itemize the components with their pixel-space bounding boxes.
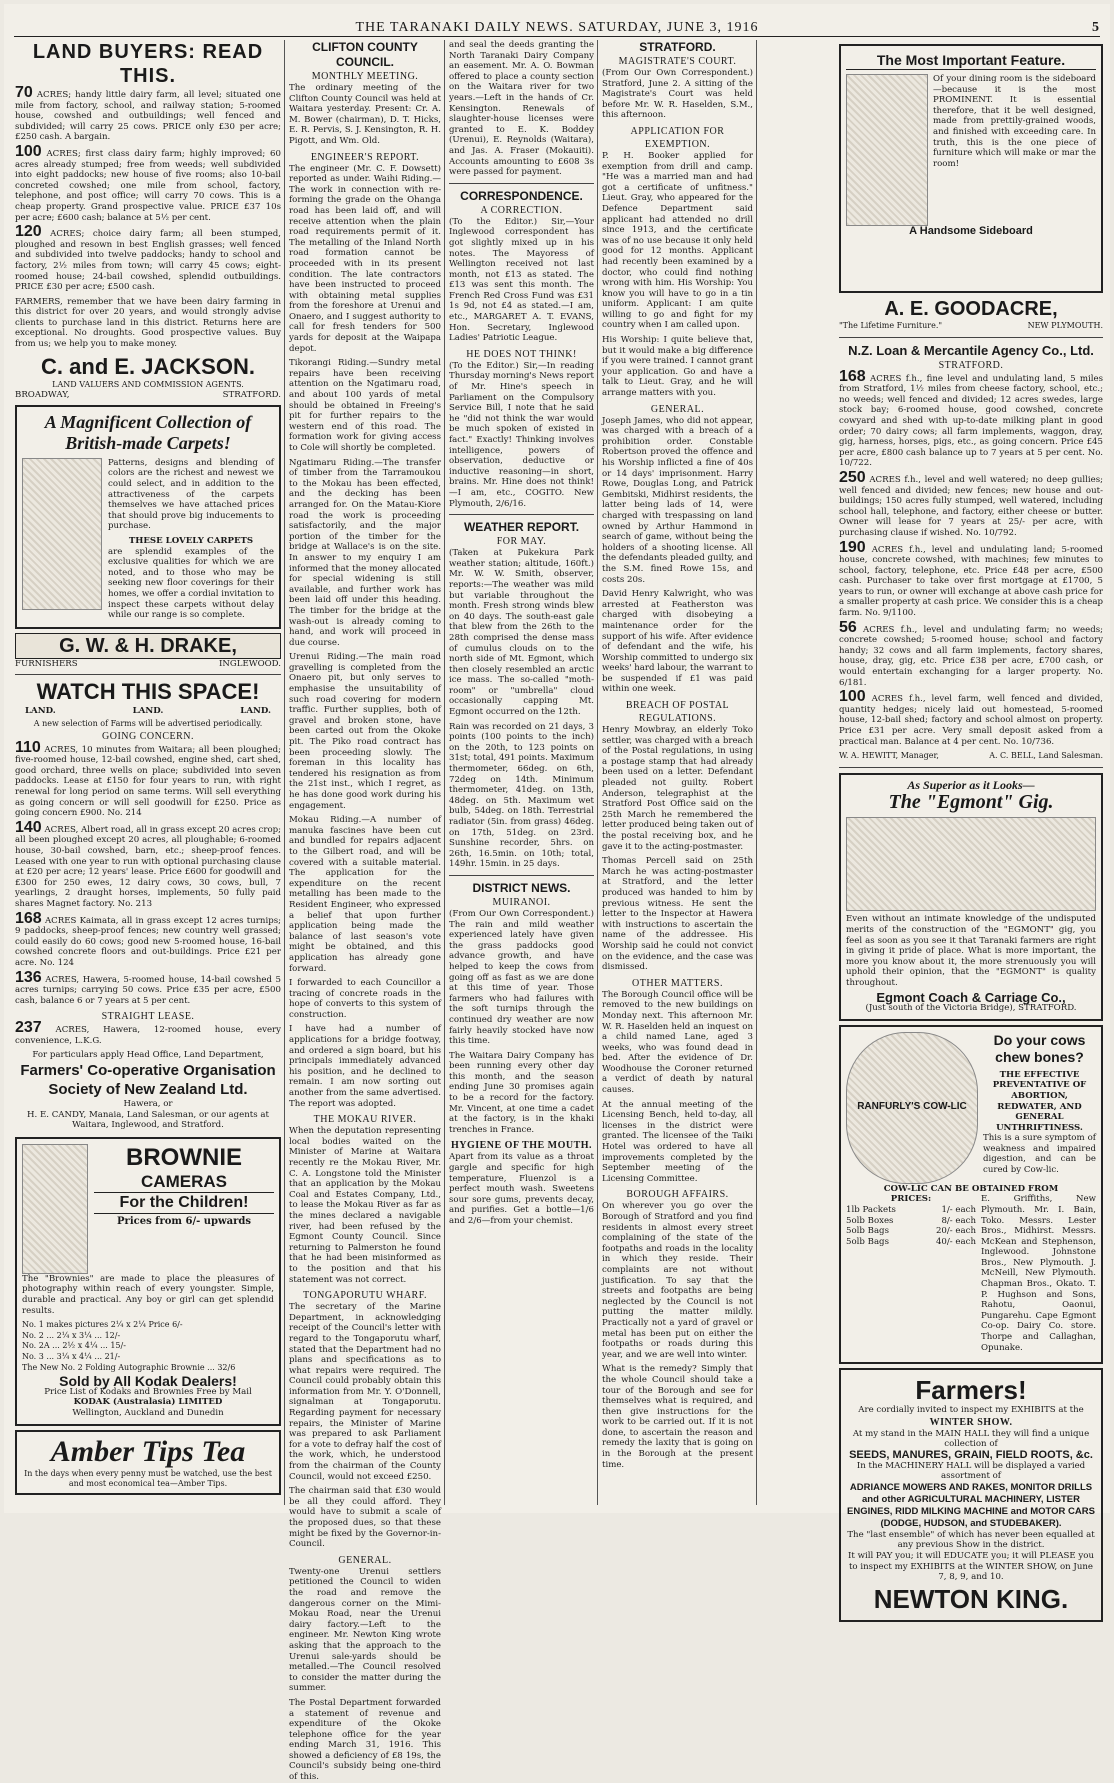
article-paragraph: Tikorangi Riding.—Sundry metal repairs have been receiving attention on the Ngatimaru road, and about 100 yards of metal should be obtained in Freeing's pit for further repairs to the western end of this road. The formation work for giving access to Cole will shortly be completed. — [289, 358, 441, 453]
brownie-ad — [15, 1137, 281, 1426]
price-row: 5olb Bags 40/- each — [846, 1236, 976, 1247]
land-lot: 250 ACRES f.h., level and well watered; no deep gullies; well fenced and divided; new fences; new house and out-buildings; 150 acres fully stumped, well watered, including school hall, telephone, and factory, either cheese or butter. Owner will lease for 7 years at 25/- per acre, with purchasing clause if wished. No. 10/792. — [839, 468, 1104, 538]
farmers-body: Are cordially invited to inspect my EXHIBITS at the — [858, 1405, 1084, 1416]
egmont-pre: As Superior as it Looks— — [907, 777, 1035, 792]
land-lot: 100 ACRES f.h., level farm, well fenced and divided, quantity hedges; nicely laid out homestead, 5-roomed house, 12-bail shed; factory and school almost on property. Price £31 per acre. Very small deposit asked from a practical man. Balance at 4 per cent. No. 10/736. — [839, 688, 1103, 747]
article-paragraph: When the deputation representing local bodies waited on the Minister of Marine at Waitara recently re the Mokau River, Mr. C. A. Longstone told the Minister that an application by the Mokau Coal and Estates Company, Ltd., to lease the Mokau River as far as the mines declared a navigable river, had been refused by the Egmont County Council. Since returning to Palmerston he found that he had been misinformed as to the position and that his statement was not correct. — [289, 1126, 441, 1285]
article-paragraph: At the annual meeting of the Licensing Bench, held to-day, all licenses in the district were granted. The licensee of the Taiki Hotel was ordered to have all improvements completed by the September meeting of the Licensing Committee. — [602, 1099, 753, 1184]
masthead — [14, 12, 1100, 37]
pay: It will PAY you; it will EDUCATE you; it will PLEASE you to inspect my EXHIBITS at the WINTER SHOW, on June 7, 8, 9, and 10. — [848, 1550, 1094, 1583]
correction-heading: A CORRECTION. — [480, 204, 563, 216]
land-lot: 140 ACRES, Albert road, all in grass except 20 acres crop; all been ploughed except 20 acres, all ploughable; 6-roomed house, 30-bail cowshed, barn, etc.; sheep-proof fences. Leased with one year to run with optional purchasing clause at £20 per acre; 12 years' lease. Price £600 for goodwill and £300 for 250 ewes, 12 dairy cows, 30 cows, bull, 7 yearlings, 2 draught horses, implements, 50 fully paid shares Magnet factory. No. 213 — [15, 818, 282, 909]
he-does-not-think: HE DOES NOT THINK! — [466, 348, 577, 360]
straight-lease: STRAIGHT LEASE. — [101, 1011, 195, 1023]
cowlic-sellers: E. Griffiths, New Plymouth. Mr. I. Bain, Toko. Messrs. Lester Bros., Midhirst. Messrs. McKean and Stephenson, Inglewood. Johnstone Bros., New Plymouth. J. McNeill, New Plymouth. Chapman Bros., Okato. T. P. Hughson and Sons, Rahotu, Oaonui, Pungarehu. Cape Egmont Co-op. Dairy Co. store. Thorpe and Callaghan, Opunake. — [981, 1194, 1096, 1353]
article-paragraph: (From Our Own Correspondent.) Stratford, June 2. A sitting of the Magistrate's Court was held before Mr. W. R. Haselden, S.M., this afternoon. — [602, 68, 753, 121]
nzloan-title: N.Z. Loan & Mercantile Agency Co., Ltd. — [848, 342, 1094, 358]
article-paragraph: (Taken at Pukekura Park weather station; altitude, 160ft.) Mr. W. W. Smith, observer, reports:—The weather was mild but variable throughout the month. Fresh strong winds blew on 40 days. The south-east gale that blew from the 26th to the 28th comprised the dense mass of cumulus clouds on to the north side of Mt. Egmont, which then closely resembled an arctic ice mass. The so-called "moth-room" or "umbrella" cloud occasionally capping Mt. Egmont occurred on the 12th. — [449, 548, 594, 718]
article-paragraph: Apart from its value as a throat gargle and specific for high temperature, Fluenzol is a perfect mouth wash. Sweetens sour sore gums, prevents decay, and purifies. Get a bottle—1/6 and 2/6—from your chemist. — [449, 1152, 594, 1226]
cowlic-logo: RANFURLY'S COW-LIC — [846, 1032, 978, 1184]
article-paragraph: Twenty-one Urenui settlers petitioned the Council to widen the road and remove the dangerous corner on the Mimi-Mokau Road, near the Urenui dairy factory.—Left to the engineer. Mr. Newton King wrote asking that the approach to the Urenui sale-yards should be metalled.—The Council resolved to consider the matter during the summer. — [289, 1566, 441, 1694]
jackson-address: BROADWAY, STRATFORD. — [15, 390, 281, 401]
amber-title: Amber Tips Tea — [50, 1434, 246, 1468]
tongaporutu: TONGAPORUTU WHARF. — [303, 1290, 427, 1302]
postal-breach: BREACH OF POSTAL REGULATIONS. — [625, 700, 730, 725]
nzloan-town: STRATFORD. — [938, 359, 1004, 371]
kodak: KODAK (Australasia) LIMITED — [73, 1397, 223, 1408]
application-exemption: APPLICATION FOR EXEMPTION. — [630, 125, 725, 150]
land-lot: 168 ACRES Kaimata, all in grass except 12 acres turnips; 9 paddocks, sheep-proof fences; new country well grassed; could easily do 60 cows; good new 5-roomed house, 16-bail cowshed concrete floors and out-buildings. Price £21 per acre. No. 124 — [15, 909, 281, 968]
goodacre-firm: A. E. GOODACRE, — [884, 298, 1058, 320]
column-clifton — [286, 40, 444, 1783]
farmers-note: FARMERS, remember that we have been dairy farming in this district for over 20 years, and would strongly advise clients to purchase land in this district. Returns here are exceptional. No droughts. Good prospective values. Buy from us; we help you to make money. — [15, 296, 281, 350]
article-paragraph: Mokau Riding.—A number of manuka fascines have been cut and bundled for repairs adjacent to the Gilbert road, and will be covered with a suitable material. The application for the expenditure on the recent metalling has been made to the Resident Engineer, who expressed a belief that upon further application being made the balance of last season's vote might be obtained, and this application has already gone forward. — [289, 815, 441, 974]
land-lot: 56 ACRES f.h., level and undulating farm; no weeds; concrete cowshed; 5-roomed house; school and factory handy; 32 cows and all farm implements, factory shares, house, dray, gig, etc. Price £38 per acre, £700 cash, or would entertain exchanging for a larger property. No. 6/181. — [839, 618, 1103, 688]
price-row: 5olb Bags 20/- each — [846, 1226, 976, 1237]
land-lot: 120 ACRES; choice dairy farm; all been stumped, ploughed and resown in best English grasses; well fenced and subdivided into twelve paddocks; handy to school and factory, 2½ miles from town; will carry 45 cows; eight-roomed house; 24-bail cowshed, splendid outbuildings. PRICE £30 per acre; £500 cash. — [15, 223, 281, 293]
weather-heading: WEATHER REPORT. — [463, 520, 580, 535]
sideboard-illustration — [846, 74, 928, 226]
land-lot: 110 ACRES, 10 minutes from Waitara; all been ploughed; five-roomed house, 12-bail cowshed, engine shed, cart shed, good orchard, three wells on place; subdivided into seven paddocks. Lease at £150 for four years to run, with right renewal for long period on same terms. Will sell everything as going concern or will sell goodwill for £250. Price as going concern £900. No. 214 — [15, 738, 282, 819]
land-lot: 168 ACRES f.h., fine level and undulating land, 5 miles from Stratford, 1½ miles from cheese factory, school, etc.; no weeds; well fenced and divided; 12 acres swedes, large stock bay; 6-roomed house, good cowshed, concrete cowyard and shed with up-to-date milking plant in good order; 70 dairy cows; all farm implements, waggon, dray, gig, harness, horses, pigs, etc., as going concern. Price £45 per acre, £800 cash balance up to 7 years at 5 per cent. No. 10/722. — [839, 367, 1103, 469]
correspondence-heading: CORRESPONDENCE. — [460, 188, 583, 203]
column-correspondence — [446, 40, 597, 1507]
land-buyers-heading: LAND BUYERS: READ THIS. — [32, 41, 264, 87]
article-paragraph: (To the Editor.) Sir,—Your Inglewood correspondent has got slightly mixed up in his notes. The Mayoress of Wellington received not last month, not £13 as stated. The £13 was sent this month. The French Red Cross Fund was £31 1s 9d, not £4 as stated.—I am, etc., MARGARET A. T. EVANS, Hon. Secretary, Inglewood Ladies' Patriotic League. — [449, 216, 594, 344]
article-paragraph: I forwarded to each Councillor a tracing of concrete roads in the hope of converts to this system of construction. — [289, 978, 441, 1020]
egmont-addr: (Just south of the Victoria Bridge), STRATFORD. — [865, 1003, 1077, 1014]
drake-firm: G. W. & H. DRAKE, — [15, 633, 281, 659]
farmers-coop: Farmers' Co-operative Organisation Society of New Zealand Ltd. — [20, 1062, 276, 1099]
egmont-title: The "Egmont" Gig. — [888, 791, 1054, 814]
land-lot: 100 ACRES; first class dairy farm; highly improved; 60 acres already stumped; free from weeds; well subdivided into eight paddocks; new house of five rooms; also 10-bail concreted cowshed; one mile from school, factory, telephone, and post office; will carry 70 cows. This is a cheap property. Grand prospective value. PRICE £37 10s per acre; £600 cash; balance at 5½ per cent. — [15, 142, 281, 223]
boy-with-camera-illustration — [22, 1144, 88, 1274]
stratford-heading: STRATFORD. — [639, 40, 716, 54]
newton-king-ad — [839, 1368, 1103, 1622]
sideboard-title: A Handsome Sideboard — [909, 225, 1033, 237]
hygiene-heading: HYGIENE OF THE MOUTH. — [450, 1140, 593, 1152]
price-row: 1lb Packets 1/- each — [846, 1204, 976, 1215]
watch-heading: WATCH THIS SPACE! — [36, 679, 260, 705]
borough-affairs: BOROUGH AFFAIRS. — [626, 1189, 729, 1201]
brownie-body: The "Brownies" are made to place the pleasures of photography within reach of every youngster. Simple, durable and practical. Any boy or girl can get splendid results. — [22, 1273, 274, 1316]
jackson-sub: LAND VALUERS AND COMMISSION AGENTS. — [52, 379, 244, 389]
for-may: FOR MAY. — [496, 536, 547, 548]
page-number: 5 — [1092, 20, 1100, 35]
carpet-title: A Magnificent Collection of British-made Carpets! — [44, 411, 252, 453]
article-paragraph: What is the remedy? Simply that the whole Council should take a tour of the Borough and see for themselves what is required, and then give instructions for the work to be carried out. If it is not done, to ascertain the reason and remedy the laxity that is going on in the Borough at the present time. — [602, 1364, 753, 1470]
machinery: In the MACHINERY HALL will be displayed a varied assortment of — [856, 1460, 1086, 1482]
gig-illustration — [846, 817, 1096, 911]
price-row: 5olb Boxes 8/- each — [846, 1215, 976, 1226]
article-paragraph: On wherever you go over the Borough of Stratford and you find residents in almost every street complaining of the state of the footpaths and roads in the locality in which they reside. Their complaints are not without justification. To say that the streets and footpaths are being neglected by the Council is not putting the matter mildly. Practically not a yard of gravel or metal has been put on either the footpaths or roads during this year, and we are well into winter. — [602, 1201, 753, 1360]
masthead-title: THE TARANAKI DAILY NEWS. SATURDAY, JUNE 3, 1916 — [355, 20, 759, 35]
land-row: LAND. LAND. LAND. — [25, 706, 271, 717]
egmont-ad — [839, 773, 1103, 1021]
goodacre-ad — [839, 44, 1103, 293]
article-paragraph: I have had a number of applications for a bridge footway, and ordered a sign board, but his principals immediately advanced his position, and he declined to remain. I am now sorting out another from the same advertised. The report was adopted. — [289, 1024, 441, 1109]
district-news-heading: DISTRICT NEWS. — [472, 880, 571, 895]
article-paragraph: The Borough Council office will be removed to the new buildings on Monday next. This afternoon Mr. W. R. Haselden held an inquest on a child named Lane, aged 3 weeks, who was found dead in bed. After the evidence of Dr. Woodhouse the Coroner returned a verdict of death by natural causes. — [602, 989, 753, 1096]
brownie-cameras: CAMERAS — [141, 1171, 227, 1191]
drake-address: FURNISHERS INGLEWOOD. — [15, 658, 281, 669]
carpet-ad — [15, 405, 281, 629]
brownie-sold: Sold by All Kodak Dealers! — [59, 1373, 237, 1390]
engineers-report: ENGINEER'S REPORT. — [310, 151, 420, 163]
article-paragraph: Rain was recorded on 21 days, 3 points (100 points to the inch) on the 20th, to 123 points on 31st; total, 491 points. Maximum thermometer, 66deg. on 6th, 72deg on 14th. Minimum thermometer, 41deg. on 13th, 48deg. on 5th. Maximum wet bulb, 54deg. on 18th. Terrestrial radiator (5in. from grass) 46deg. on 17th, 51deg. on 23rd. Sunshine recorder, 5hrs. on 26th, 16.5min. on 10th; total, 149hr. 15min. in 25 days. — [449, 721, 594, 870]
general-heading: GENERAL. — [650, 403, 705, 415]
article-paragraph: The Postal Department forwarded a statement of revenue and expenditure of the Okoke telephone office for the year ending March 31, 1916. This showed a deficiency of £8 19s, the Council's subsidy being one-third of this. — [289, 1697, 441, 1783]
general-heading: GENERAL. — [338, 1554, 392, 1566]
article-paragraph: The chairman said that £30 would be all they could afford. They would have to submit a scale of the proposed dues, so that these might be fixed by the Governor-in-Council. — [289, 1486, 441, 1550]
carpet-body-2: are splendid examples of the exclusive qualities for which we are noted, and to those who may be seeking new floor coverings for their homes, we offer a cordial invitation to inspect these carpets without delay while our range is so complete. — [108, 546, 274, 621]
latest: The "last ensemble" of which has never been equalled at any previous Show in the district. — [847, 1529, 1095, 1551]
hawera: Hawera, or — [123, 1099, 173, 1110]
article-paragraph: (To the Editor.) Sir,—In reading Thursday morning's News report of Mr. Hine's speech in Parliament on the Compulsory Service Bill, I note that he said he "did not think the war would be much spoken of existed in fact." Exactly! Thinking involves intelligence, powers of observation, deductive or inductive reasoning—in short, brains. Mr. Hine does not think!—I am, etc., COGITO. New Plymouth, 2/6/16. — [449, 360, 594, 509]
cowlic-obtain: COW-LIC CAN BE OBTAINED FROM — [883, 1183, 1059, 1194]
amber-tips-ad — [15, 1430, 281, 1495]
muiranoi: MUIRANOI. — [492, 896, 551, 908]
carpet-body: Patterns, designs and blending of colors are the richest and newest we could select, and in addition to the attractiveness of the carpets themselves we have attached prices that should prove big inducements to purchase. — [108, 457, 274, 532]
article-paragraph: and seal the deeds granting the North Taranaki Dairy Company an easement. Mr. A. O. Bowman offered to place a county section on the Waitara river for two years.—Left in the hands of Cr. Kensington. Renewals of slaughter-house licenses were granted to E. K. Boddey (Urenui), E. Reynolds (Waitara), and Jas. A. Fraser (Mokauiti). Accounts amounting to £608 3s were passed for payment. — [449, 40, 594, 178]
cowlic-body: THE EFFECTIVE PREVENTATIVE OF ABORTION, REDWATER, AND GENERAL UNTHRIFTINESS. — [992, 1069, 1087, 1133]
goodacre-address: "The Lifetime Furniture." NEW PLYMOUTH. — [839, 321, 1103, 330]
land-lot: 136 ACRES, Hawera, 5-roomed house, 14-bail cowshed 5 acres turnips; carrying 50 cows. Price £35 per acre, £500 cash, balance 6 or 7 years at 5 per cent. — [15, 968, 282, 1006]
article-paragraph: Ngatimaru Riding.—The transfer of timber from the Tarramoukou to the Mokau has been effected, and the decking has been arranged for. On the Matau-Kiore road the work is proceeding satisfactorily, and the major portion of the timber for the bridge at Wallace's is on the site. In answer to my enquiry I am informed that the money allocated for special widening is still available, and further work has been laid off under this heading. The timber for the bridge at the wash-out is already coming to hand, and work will proceed in due course. — [289, 457, 441, 648]
prices-label: PRICES: — [890, 1194, 932, 1205]
column-stratford — [599, 40, 756, 1507]
kodak-addr: Wellington, Auckland and Dunedin — [72, 1407, 224, 1418]
other-matters: OTHER MATTERS. — [632, 977, 723, 989]
carpet-vase-illustration — [22, 458, 102, 610]
clifton-sub: MONTHLY MEETING. — [311, 71, 419, 82]
brownie-kids: For the Children! — [94, 1192, 274, 1214]
newspaper-page — [4, 4, 1110, 1783]
candy: H. E. CANDY, Manaia, Land Salesman, or our agents at Waitara, Inglewood, and Stratford. — [27, 1109, 269, 1131]
winter-show: WINTER SHOW. — [929, 1416, 1013, 1428]
carpet-sub: THESE LOVELY CARPETS — [128, 536, 254, 546]
article-paragraph: Urenui Riding.—The main road gravelling is completed from the Onaero pit, but only serves to emphasise the unsuitability of such road covering for modern traffic. Further supplies, both of gravel and broken stone, have been carted out from the Okoke pit. The Piko road contract has been proceeding slowly. The foreman in this locality has tendered his resignation as from the 21st inst., which I regret, as he has done good work during his engagement. — [289, 652, 441, 811]
cowlic-ad — [839, 1025, 1103, 1365]
adriance: ADRIANCE MOWERS AND RAKES, MONITOR DRILLS and other AGRICULTURAL MACHINERY, LISTER ENGINES, RIDD MILKING MACHINE and MOTOR CARS (DODGE, HUDSON, and STUDEBAKER). — [847, 1481, 1095, 1529]
article-paragraph: David Henry Kalwright, who was arrested at Featherston was charged with disobeying a maintenance order for the support of his wife. After evidence of defendant and the wife, his Worship committed to undergo six weeks' hard labour, the warrant to be suspended if £1 was paid within one week. — [602, 589, 753, 695]
land-lot: 190 ACRES f.h., level and undulating land; 5-roomed house, concrete cowshed, with machines; few minutes to school, factory, telephone, etc. Price £48 per acre, £500 cash. Purchaser to take over first mortgage at £1700, 5 years to run, or owner will exchange at above cash price for a smaller property at cash price. We consider this is a cheap farm. No. 9/1100. — [839, 538, 1104, 619]
going-concern: GOING CONCERN. — [102, 730, 194, 742]
amber-sub: In the days when every penny must be watched, use the best and most economical tea—Amber Tips. — [24, 1468, 272, 1489]
farmers-title: Farmers! — [915, 1375, 1027, 1406]
feature-title: The Most Important Feature. — [846, 51, 1096, 70]
article-paragraph: (From Our Own Correspondent.) The rain and mild weather experienced lately have given the grass paddocks good advance growth, and have helped to keep the cows from going off as fast as we are done at this time of year. Those farmers who had failures with the soft turnips through the continued dry weather are now fairly heavily stocked have now this time. — [449, 908, 594, 1047]
article-paragraph: P. H. Booker applied for exemption from drill and camp. "He was a married man and had got a certificate of unfitness." Lieut. Gray, who appeared for the Defence Department said applicant had attended no drill since 1913, and the certificate was of no use because it only held good for 12 months. Applicant had recently been examined by a doctor, who could find nothing wrong with him. His Worship: You know you will have to go in a tin uniform. Applicant: I am quite willing to go and fight for my country when I am called upon. — [602, 150, 753, 331]
newton-king: NEWTON KING. — [873, 1583, 1069, 1614]
land-lot: 70 ACRES; handy little dairy farm, all level; situated one mile from factory, school, and railway station; 5-roomed house, cowshed and outbuildings; well fenced and subdivided; will carry 25 cows. PRICE only £30 per acre; £250 cash. A bargain. — [15, 84, 281, 143]
seeds: SEEDS, MANURES, GRAIN, FIELD ROOTS, &c. — [849, 1449, 1093, 1461]
article-paragraph: The secretary of the Marine Department, in acknowledging receipt of the Council's letter with regard to the Tongaporutu wharf, stated that the Department had no plans and specifications as to what repairs were required. The Council could probably obtain this information from Mr. Y. O'Donnell, signalman at Tongaporutu. Regarding payment for necessary repairs, the Minister of Marine was prepared to ask Parliament for a vote to defray half the cost of the work, which, he understood from the chairman of the County Council, would not exceed £250. — [289, 1302, 441, 1482]
cowlic-question: Do your cows chew bones? — [993, 1031, 1086, 1065]
egmont-body: Even without an intimate knowledge of the undisputed merits of the construction of the "EGMONT" gig, you feel as soon as you see it that Taranaki farmers are right in giving it pride of place. What is more important, the more you know about it, the more strenuously you will uphold their opinion, that the "EGMONT" is quality throughout. — [846, 914, 1096, 988]
brownie-title: BROWNIE — [126, 1143, 242, 1171]
clifton-heading: CLIFTON COUNTY COUNCIL. — [312, 40, 418, 69]
farmers-stand: At my stand in the MAIN HALL they will find a unique collection of — [852, 1428, 1090, 1450]
brownie-list-free: Price List of Kodaks and Brownies Free by Mail — [44, 1386, 252, 1397]
magistrates-court: MAGISTRATE'S COURT. — [618, 56, 737, 67]
article-paragraph: The engineer (Mr. C. F. Dowsett) reported as under. Waihi Riding.—The work in connection with re-forming the grade on the Ohanga road has been laid off, and will receive attention when the plain road requirements permit of it. The metalling of the Inland North road formation cannot be proceeded with in its present condition. The late contractors have been instructed to proceed with obtaining metal supplies from the foreshore at Urenui and Onaero, and I suggest authority to call for fresh tenders for 500 yards for deposit at the Waipapa depot. — [289, 163, 441, 354]
watch-sub: A new selection of Farms will be advertised periodically. — [33, 719, 263, 729]
cowlic-body-2: This is a sure symptom of weakness and impaired digestion, and can be cured by Cow-lic. — [983, 1133, 1096, 1176]
brownie-list: No. 1 makes pictures 2¼ x 2¼ Price 6/- No. 2 ... 2¼ x 3¼ ... 12/- No. 2A ... 2½ x 4¼ ... 15/- No. 3 ... 3¼ x 4¼ ... 21/- The New No. 2 Folding Autographic Brownie ... 32/6 — [22, 1320, 236, 1372]
column-right-ads — [836, 40, 1106, 1614]
article-paragraph: His Worship: I quite believe that, but it would make a big difference if you were trained. I cannot grant your application. Go and have a talk to Lieut. Gray, and he will arrange matters with you. — [602, 335, 753, 399]
article-paragraph: The ordinary meeting of the Clifton County Council was held at Waitara yesterday. Present: Cr. A. M. Bower (chairman), D. T. Hicks, E. R. Pervis, S. J. Kensington, R. H. Pigott, and Wm. Old. — [289, 83, 441, 146]
land-lot: 237 ACRES, Hawera, 12-roomed house, every convenience, L.K.G. — [15, 1019, 282, 1046]
egmont-firm: Egmont Coach & Carriage Co., — [876, 989, 1066, 1005]
jackson-firm: C. and E. JACKSON. — [41, 353, 255, 379]
particulars: For particulars apply Head Office, Land Department, — [32, 1050, 264, 1061]
feature-body: Of your dining room is the sideboard—because it is the most PROMINENT. It is essential therefore, that it be well designed, made from prettily-grained woods, and finished with exceeding care. In truth, this is the one piece of furniture which will make or mar the room! — [933, 74, 1096, 169]
article-paragraph: The Waitara Dairy Company has been running every other day this month, and the season ending June 30 promises again to be a record for the factory. Mr. Vincent, at one time a cadet at the factory, is in the khaki trenches in France. — [449, 1050, 594, 1135]
article-paragraph: Henry Mowbray, an elderly Toko settler, was charged with a breach of the Postal regulations, in using a postage stamp that had already been used on a letter. Defendant pleaded not guilty. Robert Anderson, telegraphist at the Stratford Post Office said on the 25th March he remembered the letter produced being taken out of the postal receiving box, and he gave it to the acting-postmaster. — [602, 725, 753, 852]
article-paragraph: Joseph James, who did not appear, was charged with a breach of a prohibition order. Constable Robertson proved the offence and his Worship inflicted a fine of 40s or 14 days' imprisonment. Harry Rowe, Douglas Long, and Patrick Gembitski, Midhirst residents, the latter being lads of 14, were charged with trespassing on land owned by Arthur Hammond in search of game, without being the holders of a shooting license. All the defendants pleaded guilty, and the S.M. fined Rowe 15s, and costs 20s. — [602, 415, 753, 585]
article-paragraph: Thomas Percell said on 25th March he was acting-postmaster at Stratford, and the letter produced was handed to him by previous witness. He sent the letter to the Inspector at Hawera with instructions to ascertain the name of the addressee. His Worship said he could not convict on the evidence, and the case was dismissed. — [602, 856, 753, 973]
column-land-ads — [12, 40, 284, 1507]
brownie-price: Prices from 6/- upwards — [117, 1215, 251, 1227]
mokau-river: THE MOKAU RIVER. — [313, 1114, 417, 1126]
nzloan-signatures: W. A. HEWITT, Manager, A. C. BELL, Land Salesman. — [839, 751, 1103, 761]
